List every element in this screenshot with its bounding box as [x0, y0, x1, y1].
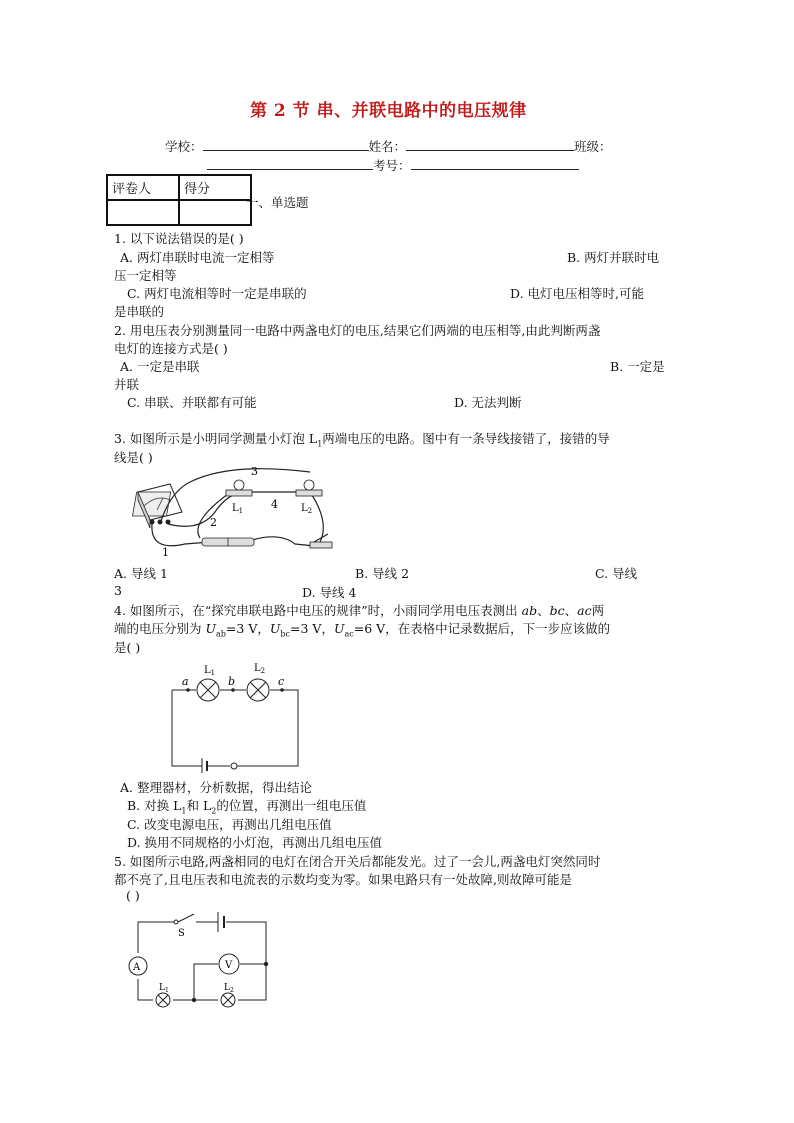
class-blank[interactable]: [207, 157, 373, 170]
q4-bc: bc: [549, 603, 565, 618]
q4-stem-line2: [114, 619, 610, 639]
q5-l2-sub: 2: [229, 987, 234, 994]
q3-bulb-label-l2: [301, 503, 312, 515]
q3-l1-sub: 1: [238, 507, 244, 515]
q4-ac: ac: [577, 603, 592, 618]
q3-bulb-label-l1: [232, 503, 243, 515]
q4-uac-sub: ac: [344, 629, 354, 639]
q4-stem-text-a: 4. 如图所示，在“探究串联电路中电压的规律”时，小雨同学用电压表测出: [114, 603, 522, 618]
q3-stem-sub: 1: [317, 439, 323, 449]
q5-ammeter-label: A: [133, 962, 141, 973]
q4-stem-line3: 是( ): [114, 640, 141, 655]
q4-option-d[interactable]: D. 换用不同规格的小灯泡，再测出几组电压值: [127, 835, 383, 850]
q5-label-l1: [159, 983, 169, 994]
q5-stem-line1: 5. 如图所示电路,两盏相同的电灯在闭合开关后都能发光。过了一会儿,两盏电灯突然同时: [114, 854, 601, 869]
q4-option-b-sub2: 2: [211, 806, 217, 816]
page-title: 第 2 节 串、并联电路中的电压规律: [250, 101, 527, 121]
exam-no-field: [207, 156, 579, 174]
class-label: 班级：: [574, 139, 612, 154]
q4-l2-letter: L: [254, 663, 261, 674]
q4-option-b-text-c: 的位置，再测出一组电压值: [216, 798, 367, 813]
q4-ubc-val: =3 V，: [290, 621, 334, 636]
q4-option-b-text-b: 和 L: [186, 798, 212, 813]
q1-option-d-cont: 是串联的: [114, 304, 165, 319]
q1-option-d[interactable]: D. 电灯电压相等时,可能: [510, 286, 644, 301]
q4-point-a: a: [182, 675, 189, 688]
q5-circuit-figure: [120, 900, 280, 1020]
q3-l1-letter: L: [232, 503, 239, 514]
exam-no-label: 考号：: [373, 158, 411, 173]
q2-stem-line1: 2. 用电压表分别测量同一电路中两盏电灯的电压,结果它们两端的电压相等,由此判断两盏: [114, 323, 601, 338]
q4-stem-text-b: 两: [591, 603, 605, 618]
q3-l2-letter: L: [301, 503, 308, 514]
q3-wire-label-1: 1: [162, 546, 169, 559]
q4-l1-sub: 1: [210, 669, 216, 677]
q1-option-c[interactable]: C. 两灯电流相等时一定是串联的: [127, 286, 307, 301]
q4-u1: U: [205, 621, 217, 636]
school-field: [165, 137, 612, 155]
q3-circuit-figure: [130, 462, 380, 562]
q4-option-b-text-a: B. 对换 L: [127, 798, 182, 813]
q5-l1-letter: L: [159, 983, 165, 993]
q3-stem-line1: [114, 429, 610, 449]
q4-ubc-sub: bc: [280, 629, 291, 639]
q5-l2-letter: L: [224, 983, 230, 993]
name-blank[interactable]: [406, 138, 574, 151]
school-label: 学校：: [165, 139, 203, 154]
q3-wire-label-3: 3: [251, 465, 258, 478]
q1-option-b-cont: 压一定相等: [114, 268, 177, 283]
q3-option-a[interactable]: A. 导线 1: [114, 566, 168, 581]
q3-l2-sub: 2: [307, 507, 313, 515]
q3-stem-text-a: 3. 如图所示是小明同学测量小灯泡 L: [114, 431, 318, 446]
q5-label-l2: [224, 983, 234, 994]
q4-uab-sub: ab: [216, 629, 226, 639]
q4-label-l2: [254, 663, 265, 675]
q4-option-b-sub1: 1: [181, 806, 187, 816]
q2-option-b[interactable]: B. 一定是: [610, 359, 665, 374]
grader-header: 评卷人: [107, 175, 179, 200]
q1-option-b[interactable]: B. 两灯并联时电: [567, 250, 660, 265]
q1-option-a[interactable]: A. 两灯串联时电流一定相等: [120, 250, 275, 265]
q5-l1-sub: 1: [164, 987, 169, 994]
name-label: 姓名：: [368, 139, 407, 154]
q2-option-b-cont: 并联: [114, 377, 140, 392]
q5-stem-line3: ( ): [126, 888, 140, 903]
q3-wire-label-2: 2: [210, 516, 217, 529]
q4-sep1: 、: [537, 603, 550, 618]
q2-option-c[interactable]: C. 串联、并联都有可能: [127, 395, 257, 410]
q4-point-c: c: [278, 675, 285, 688]
exam-no-blank[interactable]: [411, 157, 579, 170]
q5-stem-line2: 都不亮了,且电压表和电流表的示数均变为零。如果电路只有一处故障,则故障可能是: [114, 872, 572, 887]
q4-u2: U: [269, 621, 281, 636]
q5-switch-label: S: [178, 928, 185, 939]
q4-circuit-figure: [160, 658, 310, 773]
q4-ab: ab: [521, 603, 538, 618]
q4-label-l1: [204, 665, 215, 677]
q3-option-b[interactable]: B. 导线 2: [355, 566, 410, 581]
q4-l2-sub: 2: [260, 667, 266, 675]
q3-option-d[interactable]: D. 导线 4: [302, 585, 357, 600]
q4-option-a[interactable]: A. 整理器材，分析数据，得出结论: [120, 780, 312, 795]
q5-voltmeter-label: V: [225, 960, 233, 971]
q4-sep2: 、: [564, 603, 578, 618]
q4-stem2-text: 端的电压分别为: [114, 621, 206, 636]
q3-option-c-cont: 3: [114, 583, 122, 598]
voltmeter-device: [132, 484, 182, 528]
q2-stem-line2: 电灯的连接方式是( ): [114, 341, 228, 356]
q4-stem-line1: [114, 601, 604, 619]
q1-stem: 1. 以下说法错误的是( ): [114, 231, 244, 246]
q3-stem-line2: 线是( ): [114, 450, 153, 465]
q2-option-d[interactable]: D. 无法判断: [454, 395, 522, 410]
school-blank[interactable]: [203, 138, 369, 151]
score-header: 得分: [179, 175, 251, 200]
q4-uac-val: =6 V，在表格中记录数据后，下一步应该做的: [353, 621, 611, 636]
q3-stem-text-b: 两端电压的电路。图中有一条导线接错了，接错的导: [322, 431, 610, 446]
q2-option-a[interactable]: A. 一定是串联: [120, 359, 200, 374]
score-table: [106, 174, 252, 226]
q4-l1-letter: L: [204, 665, 211, 676]
q3-option-c[interactable]: C. 导线: [595, 566, 638, 581]
q4-u3: U: [333, 621, 345, 636]
section-heading: 一、单选题: [246, 195, 309, 210]
q4-point-b: b: [228, 675, 236, 688]
q3-wire-label-4: 4: [271, 498, 278, 511]
q4-option-c[interactable]: C. 改变电源电压，再测出几组电压值: [127, 817, 332, 832]
grader-cell[interactable]: [107, 200, 179, 225]
q4-uab-val: =3 V，: [225, 621, 270, 636]
q4-option-b[interactable]: [127, 796, 366, 816]
score-cell[interactable]: [179, 200, 251, 225]
